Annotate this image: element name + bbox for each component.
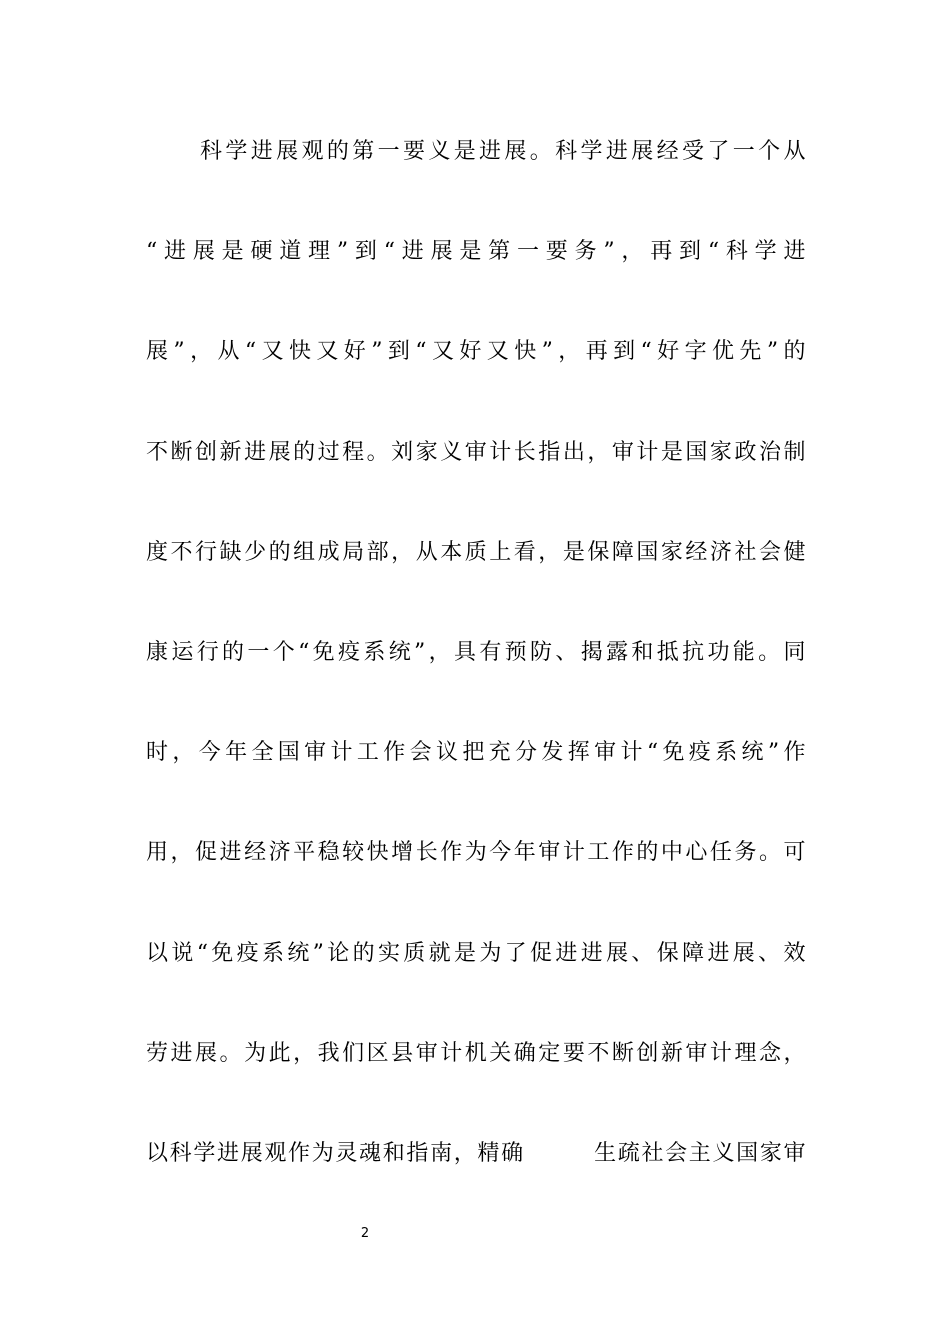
text-line: 不断创新进展的过程。刘家义审计长指出，审计是国家政治制 [146, 439, 806, 465]
text-line: “进展是硬道理”到“进展是第一要务”，再到“科学进 [146, 239, 806, 265]
text-line: 度不行缺少的组成局部，从本质上看，是保障国家经济社会健 [146, 539, 806, 565]
text-line: 以说“免疫系统”论的实质就是为了促进进展、保障进展、效 [146, 940, 806, 966]
text-line: 用，促进经济平稳较快增长作为今年审计工作的中心任务。可 [146, 840, 806, 866]
text-line: 劳进展。为此，我们区县审计机关确定要不断创新审计理念， [146, 1040, 806, 1066]
page-number: 2 [360, 1226, 370, 1241]
text-line: 康运行的一个“免疫系统”，具有预防、揭露和抵抗功能。同 [146, 639, 806, 665]
text-line: 以科学进展观作为灵魂和指南，精确 生疏社会主义国家审 [146, 1140, 806, 1166]
body-paragraph [146, 125, 806, 1227]
text-line: 展”，从“又快又好”到“又好又快”，再到“好字优先”的 [146, 339, 806, 365]
text-line: 科学进展观的第一要义是进展。科学进展经受了一个从 [200, 139, 806, 164]
text-line: 时，今年全国审计工作会议把充分发挥审计“免疫系统”作 [146, 740, 806, 766]
